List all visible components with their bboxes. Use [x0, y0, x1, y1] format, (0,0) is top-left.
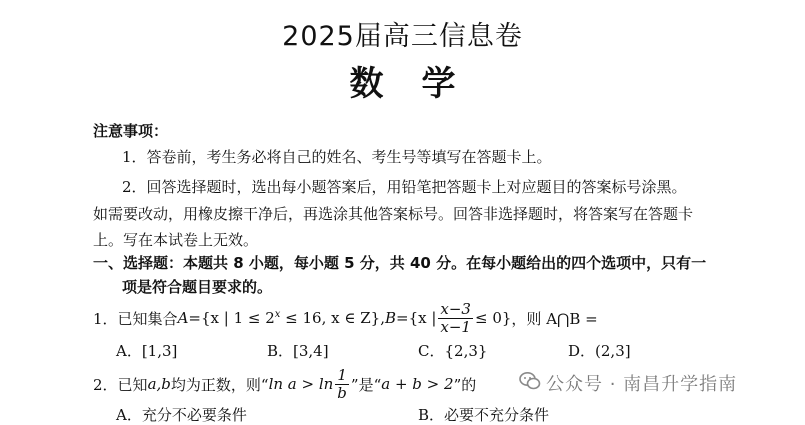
variables: a,b: [147, 375, 171, 393]
question-number: 2．: [93, 375, 118, 394]
question-tail: ，则 A⋂B =: [511, 309, 598, 328]
notice-item-2-line-2: 如需要改动，用橡皮擦干净后，再选涂其他答案标号。回答非选择题时，将答案写在答题卡: [93, 205, 694, 223]
watermark-text: 公众号 · 南昌升学指南: [546, 374, 738, 395]
notice-item-1: 1．答卷前，考生务必将自己的姓名、考生号等填写在答题卡上。: [122, 148, 552, 166]
question-text: 已知: [117, 375, 148, 394]
question-number: 1．: [93, 309, 118, 328]
exam-title: 2025届高三信息卷: [282, 21, 523, 52]
question-text-mid: 均为正数，则“: [170, 375, 269, 394]
q1-option-a: A．[1,3]: [116, 342, 178, 360]
section-heading-line-1: 一、选择题：本题共 8 小题，每小题 5 分，共 40 分。在每小题给出的四个选项中，只有一: [93, 254, 707, 272]
expression-1: ln a > ln: [268, 375, 334, 393]
question-1: [93, 298, 598, 338]
section-heading-line-2: 项是符合题目要求的。: [122, 278, 273, 296]
q2-option-b: B．必要不充分条件: [418, 406, 550, 424]
subject-title: 数学: [349, 64, 494, 104]
expression-2: a + b > 2: [381, 375, 454, 393]
fraction-denominator: b: [337, 383, 347, 402]
notice-item-2-line-1: 2．回答选择题时，选出每小题答案后，用铅笔把答题卡上对应题目的答案标号涂黑。: [122, 178, 687, 196]
question-text: 已知集合: [117, 309, 178, 328]
q1-option-d: D．(2,3]: [568, 342, 631, 360]
fraction-denominator: x−1: [440, 317, 471, 336]
notice-item-2-line-3: 上。写在本试卷上无效。: [93, 231, 259, 249]
fraction-numerator: x−3: [440, 299, 471, 318]
set-b-open: ={x |: [396, 309, 437, 327]
q1-option-b: B．[3,4]: [267, 342, 329, 360]
notice-heading: 注意事项：: [93, 122, 169, 140]
question-text-mid-2: ”是“: [350, 375, 382, 394]
set-b-symbol: B: [384, 309, 396, 327]
wechat-icon: [519, 371, 541, 391]
set-a-definition: ={x | $1 \le 2^x \le 16$, x ∈ Z},: [188, 309, 385, 327]
q2-option-a: A．充分不必要条件: [116, 406, 247, 424]
fraction-numerator: 1: [335, 367, 349, 385]
fraction: [438, 301, 473, 336]
q1-option-c: C．{2,3}: [418, 342, 488, 360]
fraction: [335, 367, 349, 402]
set-a-symbol: A: [177, 309, 189, 327]
set-b-close: ≤ 0}: [474, 309, 512, 327]
question-tail: ”的: [453, 375, 477, 394]
question-2: [93, 362, 476, 406]
